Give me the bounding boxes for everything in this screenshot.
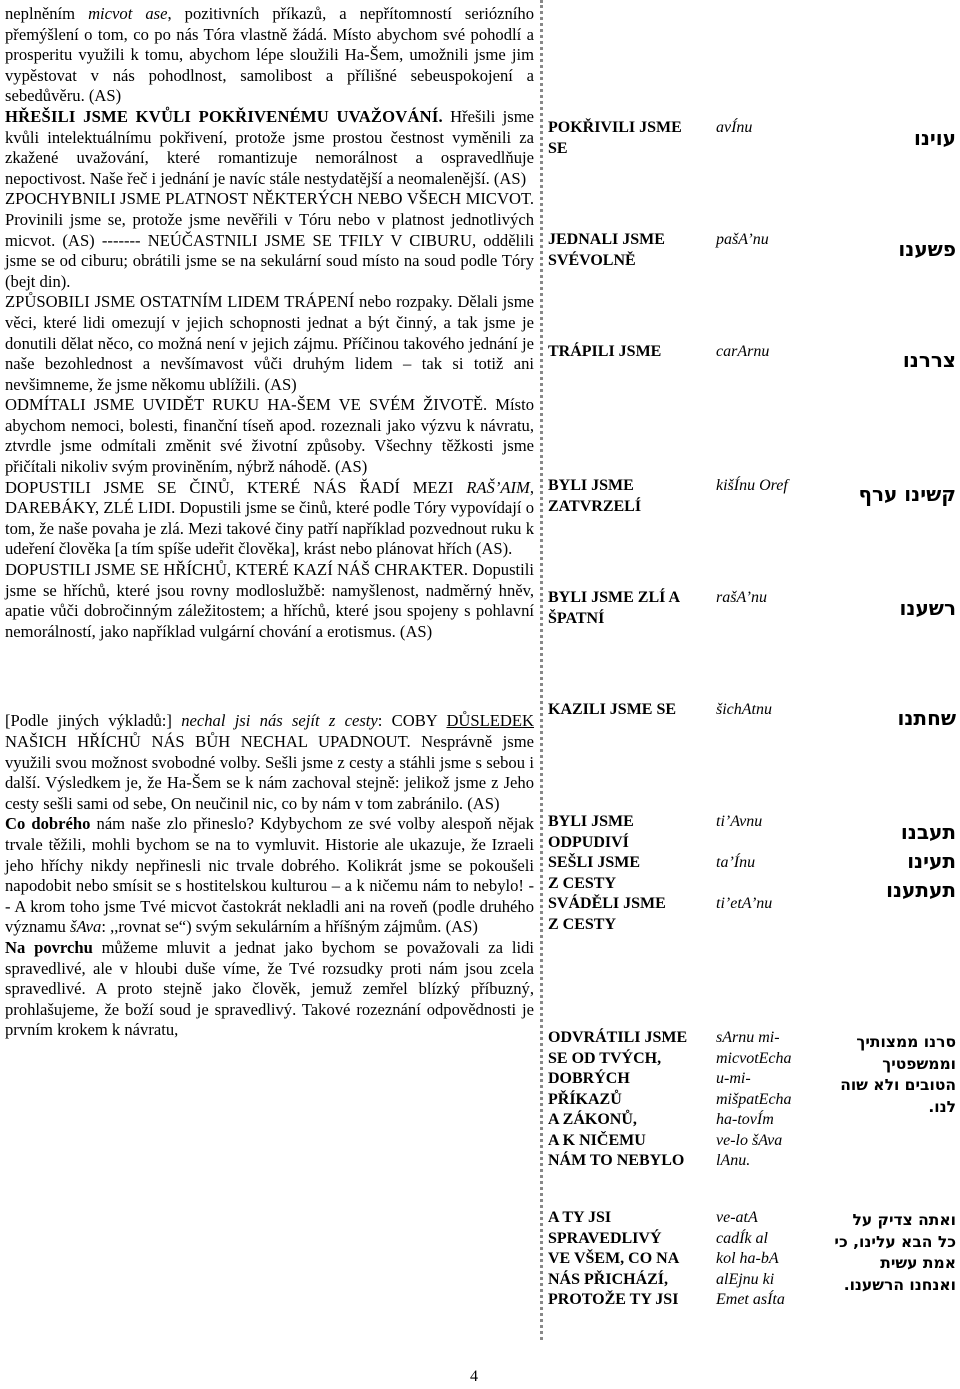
- hebrew-text: פשענו: [898, 237, 956, 261]
- commentary-text: Dopustili jsme se činů, které podle Tóry vypovídají o tom, že naše povaha je zlá. Mezi takové činy patří například pozvednout ruku k udeření člověka [a tím spíše udeřit člověka], krást nebo plánovat hřích (AS).: [5, 498, 534, 559]
- hebrew-text: תעבנו תעינו תעתענו: [886, 820, 956, 902]
- czech-phrase: BYLI JSME ZLÍ A ŠPATNÍ: [548, 589, 681, 627]
- commentary-paragraph: [5, 478, 534, 560]
- commentary-text: nebo rozpaky. Dělali jsme věci, které lidi omezují v jejich schopnosti jednat a být činný, a tak jsme je donutili dělat něco, co možná není v jejich zájmu. Příčinou takového jednání je naše bezohlednost a nevšímavost vůči druhým lidem – tak si totiž ani nevšimneme, že jsme někomu ublížili. (AS): [5, 292, 534, 394]
- czech-phrase: A TY JSI SPRAVEDLIVÝ VE VŠEM, CO NA NÁS PŘICHÁZÍ, PROTOŽE TY JSI: [548, 1209, 680, 1308]
- transliteration: carArnu: [716, 343, 770, 360]
- commentary-heading: COBY: [391, 711, 447, 731]
- commentary-paragraph: [5, 938, 534, 1041]
- czech-phrase: TRÁPILI JSME: [548, 343, 662, 360]
- commentary-text: nám naše zlo přineslo? Kdybychom ze své volby alespoň nějak trvale těžili, mohli bychom se na to vymluvit. Historie ale ukazuje, že Izraeli jeho hříchy nikdy nepřinesli nic trvale dobrého. Kolikrát jsme se pokoušeli napodobit nebo smísit se s hostitelskou kulturou – a k ničemu nám to nebylo! -- A krom toho jsme Tvé micvot častokrát nekladli ani na roveň (podle druhého významu: [5, 814, 534, 937]
- commentary-text: šAva: [69, 917, 102, 937]
- prayer-table: [548, 0, 960, 1340]
- transliteration: rašA’nu: [716, 589, 767, 606]
- commentary-paragraph: [5, 395, 534, 477]
- commentary-text: [Podle jiných výkladů:]: [5, 711, 182, 731]
- commentary-text: neplněním: [5, 4, 89, 23]
- czech-phrase: ODVRÁTILI JSME SE OD TVÝCH, DOBRÝCH PŘÍKAZŮ A ZÁKONŮ, A K NIČEMU NÁM TO NEBYLO: [548, 1029, 688, 1169]
- commentary-text: RAŠ’AIM: [466, 477, 530, 497]
- commentary-text: , oddělili jsme se od ciburu; obrátili jsme se na sekulární soud místo na soud podle Tóry (bejt din).: [5, 230, 534, 291]
- transliteration: kišÍnu Oref: [716, 477, 788, 494]
- commentary-text: Nesprávně jsme využili svou možnost svobodné volby. Sešli jsme z cesty a stáhli jsme s sebou i další. Výsledkem je, že Ha-Šem se k nám zachoval stejně: jelikož jsme z Jeho cesty sešli sami od sebe, On neučinil nic, co by nám v tom zabránilo. (AS): [5, 732, 534, 813]
- commentary-text: Dopustili jsme se hříchů, které jsou rovny modloslužbě: namyšlenost, nadměrný hněv, apatie vůči dobročinným záležitostem; a hříchů, které jsou spojeny s pohlavní nemorálností, jako například vulgární chování a erotismus. (AS): [5, 560, 534, 641]
- hebrew-text: עוינו: [913, 126, 956, 150]
- commentary-paragraph: [5, 189, 534, 292]
- commentary-paragraph: [5, 814, 534, 938]
- commentary-text: , pozitivních příkazů, a nepřítomností seriózního přemýšlení o tom, co po nás Tóra vlastně žádá. Místo abychom své pohodlí a prosperitu využili k tomu, abychom lépe sloužili Ha-Šem, umožnili jsme jim vypěstovat v nás pohodlnost, samolibost a přílišné sebeuspokojení a sebedůvěru. (AS): [5, 4, 534, 106]
- transliteration: avÍnu: [716, 119, 753, 136]
- commentary-paragraph: [5, 292, 534, 395]
- commentary-text: micvot ase: [88, 4, 168, 23]
- commentary-heading: ZPŮSOBILI JSME OSTATNÍM LIDEM TRÁPENÍ: [5, 292, 355, 312]
- commentary-paragraph: [5, 107, 534, 189]
- hebrew-text: סרנו ממצותיך וממשפטיך הטובים ולא שוה לנו.: [840, 1033, 956, 1116]
- column-separator: [540, 0, 543, 1340]
- commentary-text: Místo abychom nemoci, bolesti, finanční tíseň apod. rozeznali jako výzvu k návratu, ztvrdle jsme odmítali změnit své životní způsoby. Všechny těžkosti jsme přičítali nikoliv svým proviněním, nýbrž náhodě. (AS): [5, 395, 534, 477]
- commentary-heading: ODMÍTALI JSME UVIDĚT RUKU HA-ŠEM VE SVÉM ŽIVOTĚ.: [5, 395, 488, 415]
- czech-phrase: KAZILI JSME SE: [548, 701, 677, 718]
- transliteration: sArnu mi- micvotEcha u-mi- mišpatEcha ha-tovÍm ve-lo šAva lAnu.: [716, 1029, 792, 1169]
- commentary-text: Provinili jsme se, protože jsme nevěřili v Tóru nebo v platnost jednotlivých micvot. (AS) -------: [5, 209, 534, 250]
- commentary-heading: ZPOCHYBNILI JSME PLATNOST NĚKTERÝCH NEBO VŠECH MICVOT.: [5, 189, 534, 209]
- transliteration: šichAtnu: [716, 701, 772, 718]
- commentary-text: DŮSLEDEK: [446, 711, 535, 731]
- czech-phrase: BYLI JSME ZATVRZELÍ: [548, 477, 642, 515]
- transliteration: ve-atA cadÍk al kol ha-bA alEjnu ki Emet asÍta: [716, 1209, 785, 1308]
- commentary-text: Co dobrého: [5, 814, 91, 834]
- hebrew-text: רשענו: [899, 596, 956, 620]
- hebrew-text: ואתה צדיק על כל הבא עלינו, כי אמת עשית ואנחנו הרשענו.: [834, 1211, 956, 1294]
- commentary-heading: DOPUSTILI JSME SE HŘÍCHŮ, KTERÉ KAZÍ NÁŠ CHRAKTER.: [5, 560, 468, 580]
- hebrew-text: שחתנו: [897, 706, 956, 730]
- commentary-paragraph: [5, 4, 534, 107]
- commentary-heading: DOPUSTILI JSME SE ČINŮ, KTERÉ NÁS ŘADÍ MEZI: [5, 477, 467, 497]
- commentary-paragraph: [5, 711, 534, 814]
- czech-phrase: JEDNALI JSME SVÉVOLNĚ: [548, 231, 665, 269]
- hebrew-text: צררנו: [902, 348, 956, 372]
- commentary-paragraph: [5, 560, 534, 642]
- transliteration: ti’Avnu ta’Ínu ti’etA’nu: [716, 813, 773, 912]
- commentary-heading: HŘEŠILI JSME KVŮLI POKŘIVENÉMU UVAŽOVÁNÍ.: [5, 106, 443, 126]
- czech-phrase: POKŘIVILI JSME SE: [548, 119, 682, 157]
- commentary-heading: NEÚČASTNILI JSME SE TFILY V CIBURU: [147, 230, 472, 250]
- commentary-heading: DAREBÁKY, ZLÉ LIDI.: [5, 498, 176, 518]
- commentary-text: ,: [529, 477, 534, 497]
- commentary-text: Hřešili jsme kvůli intelektuálnímu pokřivení, protože jsme prostou čestnost vyměnili za zkažené uvažování, které romantizuje nemorálnost a ospravedlňuje nepoctivost. Naše řeč i jednání je navíc stále nestydatější a neomalenější. (AS): [5, 106, 534, 188]
- hebrew-text: קשינו ערף: [858, 482, 956, 506]
- commentary-text: můžeme mluvit a jednat jako bychom se považovali za lidi spravedlivé, ale v hloubi duše víme, že Tvé rozsudky proti nám jsou zcela spravedlivé. A proto stejně jako člověk, jemuž zemřel blízký příbuzný, prohlašujeme, že boží soud je spravedlivý. Takové rozeznání odpovědnosti je prvním krokem k návratu,: [5, 937, 534, 1040]
- commentary-text: : ,,rovnat se“) svým sekulárním a hříšným zájmům. (AS): [101, 917, 478, 937]
- paragraph-gap: [5, 642, 534, 711]
- commentary-heading: NAŠICH HŘÍCHŮ NÁS BŮH NECHAL UPADNOUT.: [5, 732, 411, 751]
- commentary-text: :: [377, 711, 392, 731]
- commentary-text: Na povrchu: [5, 937, 93, 957]
- commentary-column: [5, 4, 534, 1041]
- transliteration: pašA’nu: [716, 231, 769, 248]
- commentary-text: nechal jsi nás sejít z cesty: [181, 711, 378, 731]
- czech-phrase: BYLI JSME ODPUDIVÍ SEŠLI JSME Z CESTY SVÁDĚLI JSME Z CESTY: [548, 813, 666, 933]
- page-number: 4: [470, 1368, 478, 1385]
